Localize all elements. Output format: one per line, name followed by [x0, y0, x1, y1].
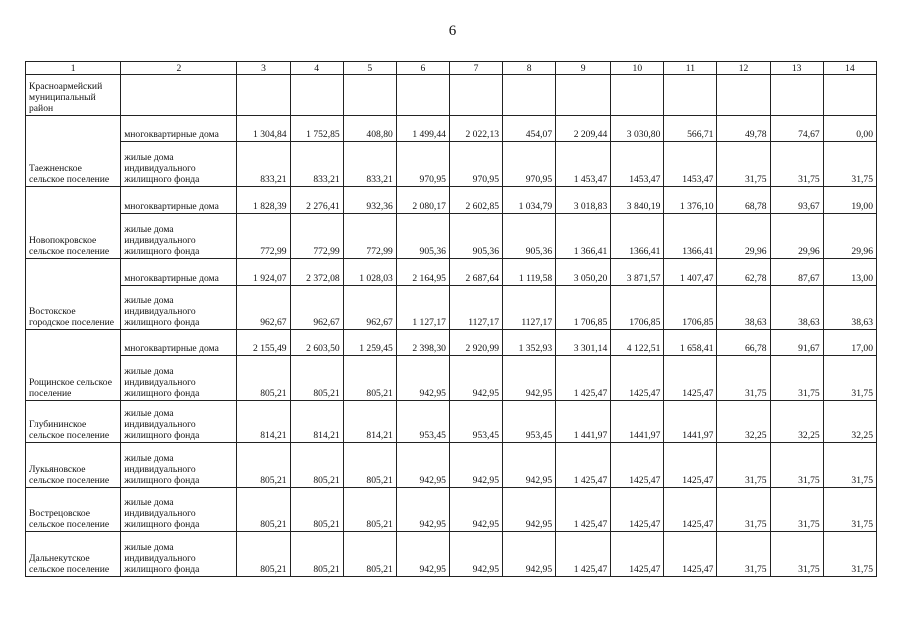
value-cell: 32,25	[717, 401, 770, 443]
value-cell: 942,95	[449, 532, 502, 577]
value-cell: 772,99	[237, 214, 290, 259]
value-cell: 454,07	[503, 116, 556, 142]
empty-cell	[449, 75, 502, 116]
value-cell: 2 022,13	[449, 116, 502, 142]
value-cell: 942,95	[503, 443, 556, 488]
table-row	[26, 286, 877, 330]
value-cell: 1441,97	[611, 401, 664, 443]
value-cell: 805,21	[237, 356, 290, 401]
value-cell: 805,21	[343, 356, 396, 401]
value-cell: 970,95	[396, 142, 449, 187]
settlement-name: Вострецовское сельское поселение	[26, 488, 121, 532]
value-cell: 31,75	[823, 356, 876, 401]
value-cell: 17,00	[823, 330, 876, 356]
value-cell: 942,95	[396, 443, 449, 488]
value-cell: 93,67	[770, 187, 823, 214]
table-row	[26, 401, 877, 443]
empty-cell	[717, 75, 770, 116]
value-cell: 1366,41	[664, 214, 717, 259]
value-cell: 833,21	[343, 142, 396, 187]
empty-cell	[611, 75, 664, 116]
housing-type: жилые дома индивидуального жилищного фонда	[121, 356, 237, 401]
value-cell: 805,21	[343, 532, 396, 577]
housing-type: жилые дома индивидуального жилищного фонда	[121, 214, 237, 259]
value-cell: 805,21	[343, 443, 396, 488]
value-cell: 2 603,50	[290, 330, 343, 356]
table-row	[26, 116, 877, 142]
value-cell: 2 276,41	[290, 187, 343, 214]
value-cell: 2 080,17	[396, 187, 449, 214]
settlement-name: Востокское городское поселение	[26, 259, 121, 330]
value-cell: 1 453,47	[556, 142, 611, 187]
value-cell: 942,95	[503, 356, 556, 401]
value-cell: 942,95	[503, 488, 556, 532]
value-cell: 19,00	[823, 187, 876, 214]
value-cell: 1 924,07	[237, 259, 290, 286]
value-cell: 1 028,03	[343, 259, 396, 286]
value-cell: 805,21	[237, 532, 290, 577]
column-header: 7	[449, 62, 502, 75]
value-cell: 953,45	[503, 401, 556, 443]
value-cell: 1425,47	[611, 532, 664, 577]
value-cell: 29,96	[717, 214, 770, 259]
value-cell: 1 119,58	[503, 259, 556, 286]
value-cell: 31,75	[823, 443, 876, 488]
value-cell: 1706,85	[664, 286, 717, 330]
value-cell: 805,21	[290, 532, 343, 577]
value-cell: 74,67	[770, 116, 823, 142]
value-cell: 1441,97	[664, 401, 717, 443]
housing-type: жилые дома индивидуального жилищного фонда	[121, 443, 237, 488]
value-cell: 13,00	[823, 259, 876, 286]
table-row	[26, 214, 877, 259]
settlement-name: Лукьяновское сельское поселение	[26, 443, 121, 488]
value-cell: 1 366,41	[556, 214, 611, 259]
column-header: 6	[396, 62, 449, 75]
value-cell: 38,63	[823, 286, 876, 330]
value-cell: 1 425,47	[556, 488, 611, 532]
table-row	[26, 356, 877, 401]
value-cell: 962,67	[290, 286, 343, 330]
value-cell: 1706,85	[611, 286, 664, 330]
value-cell: 905,36	[503, 214, 556, 259]
value-cell: 942,95	[396, 356, 449, 401]
value-cell: 3 840,19	[611, 187, 664, 214]
value-cell: 3 871,57	[611, 259, 664, 286]
table-body	[26, 62, 877, 577]
value-cell: 905,36	[396, 214, 449, 259]
empty-cell	[396, 75, 449, 116]
table-row	[26, 330, 877, 356]
value-cell: 1 752,85	[290, 116, 343, 142]
value-cell: 805,21	[290, 356, 343, 401]
value-cell: 805,21	[290, 443, 343, 488]
column-header: 13	[770, 62, 823, 75]
housing-type: многоквартирные дома	[121, 187, 237, 214]
empty-cell	[503, 75, 556, 116]
value-cell: 3 030,80	[611, 116, 664, 142]
housing-type: жилые дома индивидуального жилищного фонда	[121, 142, 237, 187]
value-cell: 3 050,20	[556, 259, 611, 286]
value-cell: 962,67	[237, 286, 290, 330]
value-cell: 1 304,84	[237, 116, 290, 142]
value-cell: 31,75	[770, 356, 823, 401]
column-header: 10	[611, 62, 664, 75]
value-cell: 953,45	[396, 401, 449, 443]
settlement-name: Новопокровское сельское поселение	[26, 187, 121, 259]
value-cell: 0,00	[823, 116, 876, 142]
table-row	[26, 488, 877, 532]
table-row	[26, 443, 877, 488]
value-cell: 2 920,99	[449, 330, 502, 356]
value-cell: 942,95	[396, 532, 449, 577]
column-header: 11	[664, 62, 717, 75]
value-cell: 1 127,17	[396, 286, 449, 330]
value-cell: 566,71	[664, 116, 717, 142]
value-cell: 905,36	[449, 214, 502, 259]
value-cell: 942,95	[503, 532, 556, 577]
value-cell: 1425,47	[611, 356, 664, 401]
value-cell: 4 122,51	[611, 330, 664, 356]
value-cell: 91,67	[770, 330, 823, 356]
column-header: 12	[717, 62, 770, 75]
housing-type: жилые дома индивидуального жилищного фонда	[121, 532, 237, 577]
table-row	[26, 259, 877, 286]
value-cell: 942,95	[449, 443, 502, 488]
value-cell: 1 352,93	[503, 330, 556, 356]
table-row	[26, 187, 877, 214]
value-cell: 1366,41	[611, 214, 664, 259]
value-cell: 805,21	[343, 488, 396, 532]
value-cell: 3 018,83	[556, 187, 611, 214]
empty-cell	[237, 75, 290, 116]
value-cell: 31,75	[717, 356, 770, 401]
value-cell: 1 425,47	[556, 532, 611, 577]
value-cell: 1 658,41	[664, 330, 717, 356]
value-cell: 2 687,64	[449, 259, 502, 286]
column-header: 14	[823, 62, 876, 75]
value-cell: 772,99	[343, 214, 396, 259]
empty-cell	[121, 75, 237, 116]
value-cell: 942,95	[449, 356, 502, 401]
value-cell: 942,95	[396, 488, 449, 532]
value-cell: 1 034,79	[503, 187, 556, 214]
value-cell: 31,75	[717, 488, 770, 532]
value-cell: 87,67	[770, 259, 823, 286]
value-cell: 805,21	[237, 488, 290, 532]
column-header: 3	[237, 62, 290, 75]
value-cell: 1127,17	[503, 286, 556, 330]
table-row	[26, 142, 877, 187]
settlement-name: Таежненское сельское поселение	[26, 116, 121, 187]
value-cell: 805,21	[290, 488, 343, 532]
value-cell: 31,75	[717, 443, 770, 488]
empty-cell	[343, 75, 396, 116]
housing-type: многоквартирные дома	[121, 116, 237, 142]
value-cell: 2 155,49	[237, 330, 290, 356]
value-cell: 833,21	[237, 142, 290, 187]
housing-type: жилые дома индивидуального жилищного фонда	[121, 286, 237, 330]
column-header-row	[26, 62, 877, 75]
value-cell: 1425,47	[664, 488, 717, 532]
column-header: 5	[343, 62, 396, 75]
value-cell: 3 301,14	[556, 330, 611, 356]
value-cell: 1453,47	[611, 142, 664, 187]
value-cell: 1 259,45	[343, 330, 396, 356]
value-cell: 68,78	[717, 187, 770, 214]
value-cell: 1 425,47	[556, 356, 611, 401]
settlement-name: Рощинское сельское поселение	[26, 330, 121, 401]
value-cell: 1 407,47	[664, 259, 717, 286]
column-header: 8	[503, 62, 556, 75]
value-cell: 962,67	[343, 286, 396, 330]
table-row	[26, 532, 877, 577]
value-cell: 38,63	[770, 286, 823, 330]
value-cell: 31,75	[770, 443, 823, 488]
value-cell: 1425,47	[664, 356, 717, 401]
value-cell: 1127,17	[449, 286, 502, 330]
value-cell: 32,25	[823, 401, 876, 443]
value-cell: 31,75	[823, 532, 876, 577]
value-cell: 29,96	[770, 214, 823, 259]
value-cell: 814,21	[343, 401, 396, 443]
value-cell: 408,80	[343, 116, 396, 142]
value-cell: 31,75	[770, 532, 823, 577]
column-header: 9	[556, 62, 611, 75]
value-cell: 62,78	[717, 259, 770, 286]
housing-type: многоквартирные дома	[121, 259, 237, 286]
column-header: 4	[290, 62, 343, 75]
page-number: 6	[448, 23, 457, 39]
value-cell: 1 706,85	[556, 286, 611, 330]
column-header: 1	[26, 62, 121, 75]
value-cell: 66,78	[717, 330, 770, 356]
value-cell: 1453,47	[664, 142, 717, 187]
value-cell: 970,95	[449, 142, 502, 187]
housing-type: жилые дома индивидуального жилищного фонда	[121, 401, 237, 443]
value-cell: 49,78	[717, 116, 770, 142]
value-cell: 772,99	[290, 214, 343, 259]
value-cell: 1425,47	[664, 532, 717, 577]
value-cell: 1 441,97	[556, 401, 611, 443]
housing-type: многоквартирные дома	[121, 330, 237, 356]
value-cell: 814,21	[237, 401, 290, 443]
settlement-name: Глубининское сельское поселение	[26, 401, 121, 443]
value-cell: 31,75	[717, 532, 770, 577]
value-cell: 2 398,30	[396, 330, 449, 356]
value-cell: 932,36	[343, 187, 396, 214]
value-cell: 2 372,08	[290, 259, 343, 286]
value-cell: 942,95	[449, 488, 502, 532]
tariff-table	[25, 61, 877, 577]
value-cell: 1 425,47	[556, 443, 611, 488]
value-cell: 31,75	[823, 488, 876, 532]
value-cell: 833,21	[290, 142, 343, 187]
value-cell: 1425,47	[611, 443, 664, 488]
empty-cell	[664, 75, 717, 116]
value-cell: 31,75	[717, 142, 770, 187]
value-cell: 1 499,44	[396, 116, 449, 142]
value-cell: 2 209,44	[556, 116, 611, 142]
value-cell: 953,45	[449, 401, 502, 443]
value-cell: 1425,47	[664, 443, 717, 488]
district-name: Красноармейский муниципальный район	[26, 75, 121, 116]
empty-cell	[823, 75, 876, 116]
value-cell: 1425,47	[611, 488, 664, 532]
value-cell: 1 828,39	[237, 187, 290, 214]
value-cell: 29,96	[823, 214, 876, 259]
value-cell: 2 164,95	[396, 259, 449, 286]
empty-cell	[770, 75, 823, 116]
value-cell: 38,63	[717, 286, 770, 330]
housing-type: жилые дома индивидуального жилищного фонда	[121, 488, 237, 532]
value-cell: 31,75	[770, 488, 823, 532]
value-cell: 1 376,10	[664, 187, 717, 214]
district-row	[26, 75, 877, 116]
empty-cell	[556, 75, 611, 116]
value-cell: 32,25	[770, 401, 823, 443]
value-cell: 814,21	[290, 401, 343, 443]
value-cell: 970,95	[503, 142, 556, 187]
empty-cell	[290, 75, 343, 116]
value-cell: 805,21	[237, 443, 290, 488]
column-header: 2	[121, 62, 237, 75]
settlement-name: Дальнекутское сельское поселение	[26, 532, 121, 577]
value-cell: 2 602,85	[449, 187, 502, 214]
value-cell: 31,75	[823, 142, 876, 187]
value-cell: 31,75	[770, 142, 823, 187]
